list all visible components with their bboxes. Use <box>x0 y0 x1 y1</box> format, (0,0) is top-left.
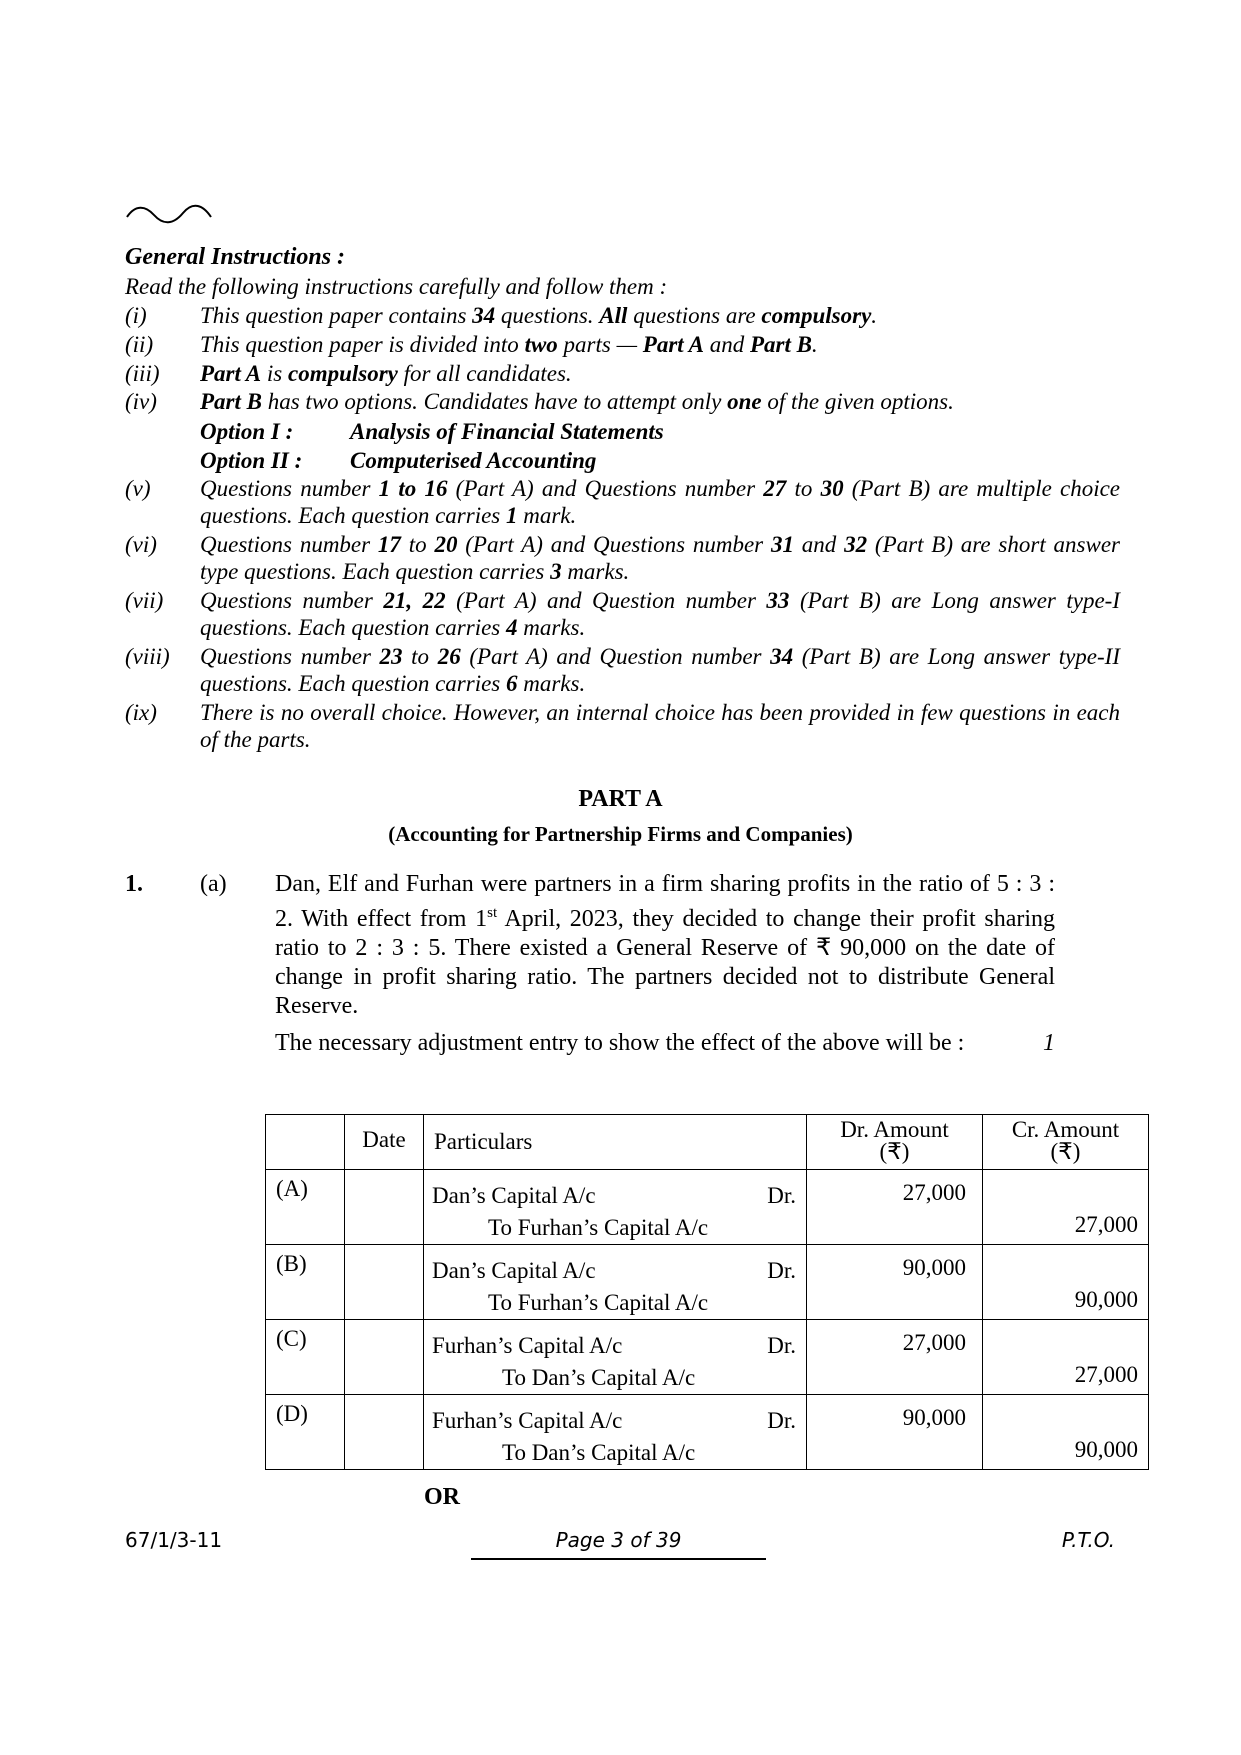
date-cell <box>345 1320 424 1395</box>
table-header-row <box>266 1115 1149 1170</box>
dr-amount: 90,000 <box>807 1245 983 1320</box>
dr-amount: 27,000 <box>807 1320 983 1395</box>
instruction-item: (v) Questions number 1 to 16 (Part A) and Questions number 27 to 30 (Part B) are multiple choice questions. Each question carries 1 mark. <box>125 476 1121 528</box>
instruction-item: (iii) Part A is compulsory for all candidates. <box>125 361 572 386</box>
cr-amount: 90,000 <box>983 1395 1149 1470</box>
instruction-item: (viii) Questions number 23 to 26 (Part A) and Question number 34 (Part B) are Long answer type-II questions. Each question carries 6 marks. <box>125 644 1120 696</box>
journal-entry-options-table <box>265 1114 1149 1470</box>
header-cr-amount: Cr. Amount (₹) <box>983 1115 1149 1170</box>
wave-ornament-icon <box>125 203 213 225</box>
table-row <box>266 1395 1149 1470</box>
particulars-cell: Furhan’s Capital A/c Dr. To Dan’s Capital A/c <box>424 1395 807 1470</box>
option-label: (A) <box>266 1170 345 1245</box>
table-row <box>266 1320 1149 1395</box>
question-number: 1. <box>125 871 143 897</box>
part-a-subtitle: (Accounting for Partnership Firms and Companies) <box>388 822 853 846</box>
instruction-item: (i) This question paper contains 34 questions. All questions are compulsory. <box>125 303 878 328</box>
instruction-item: (ix) There is no overall choice. However, an internal choice has been provided in few questions in each of the parts. <box>125 700 1120 752</box>
table-row <box>266 1245 1149 1320</box>
date-cell <box>345 1170 424 1245</box>
header-particulars: Particulars <box>424 1115 807 1170</box>
part-a-title: PART A <box>578 786 663 812</box>
particulars-cell: Furhan’s Capital A/c Dr. To Dan’s Capital A/c <box>424 1320 807 1395</box>
header-option <box>266 1115 345 1170</box>
option-label: (B) <box>266 1245 345 1320</box>
general-instructions <box>125 243 1120 755</box>
header-dr-amount: Dr. Amount (₹) <box>807 1115 983 1170</box>
cr-amount: 27,000 <box>983 1320 1149 1395</box>
paper-code: 67/1/3-11 <box>125 1528 223 1552</box>
instructions-heading: General Instructions : <box>125 244 346 270</box>
instruction-item: (vi) Questions number 17 to 20 (Part A) and Questions number 31 and 32 (Part B) are short answer type questions. Each question carries 3 marks. <box>125 532 1120 584</box>
instructions-intro: Read the following instructions carefully and follow them : <box>125 274 668 299</box>
dr-amount: 90,000 <box>807 1395 983 1470</box>
table-row <box>266 1170 1149 1245</box>
cr-amount: 90,000 <box>983 1245 1149 1320</box>
option-label: (C) <box>266 1320 345 1395</box>
cr-amount: 27,000 <box>983 1170 1149 1245</box>
date-cell <box>345 1245 424 1320</box>
option-label: (D) <box>266 1395 345 1470</box>
date-cell <box>345 1395 424 1470</box>
instruction-item: (vii) Questions number 21, 22 (Part A) and Question number 33 (Part B) are Long answer type-I questions. Each question carries 4 marks. <box>125 588 1120 640</box>
or-separator: OR <box>424 1484 460 1510</box>
page-number: Page 3 of 39 <box>471 1528 766 1560</box>
instruction-item: (ii) This question paper is divided into two parts — Part A and Part B. <box>125 332 818 357</box>
header-date: Date <box>345 1115 424 1170</box>
question-sub-label: (a) <box>200 871 227 897</box>
instruction-item: (iv) Part B has two options. Candidates have to attempt only one of the given options. <box>125 389 954 414</box>
option-2: Option II : Computerised Accounting <box>200 448 597 473</box>
particulars-cell: Dan’s Capital A/c Dr. To Furhan’s Capital A/c <box>424 1245 807 1320</box>
marks-value: 1 <box>1043 1030 1055 1056</box>
option-1: Option I : Analysis of Financial Statements <box>200 419 664 444</box>
particulars-cell: Dan’s Capital A/c Dr. To Furhan’s Capital A/c <box>424 1170 807 1245</box>
please-turn-over: P.T.O. <box>1061 1528 1115 1552</box>
question-1 <box>125 870 1055 1058</box>
question-lead: The necessary adjustment entry to show the effect of the above will be : <box>275 1030 965 1056</box>
question-text: Dan, Elf and Furhan were partners in a firm sharing profits in the ratio of 5 : 3 : 2. With effect from 1st April, 2023, they decided to change their profit sharing ratio to 2 : 3 : 5. There existed a General Reserve of ₹ 90,000 on the date of change in profit sharing ratio. The partners decided not to distribute General Reserve. <box>275 871 1056 1019</box>
dr-amount: 27,000 <box>807 1170 983 1245</box>
